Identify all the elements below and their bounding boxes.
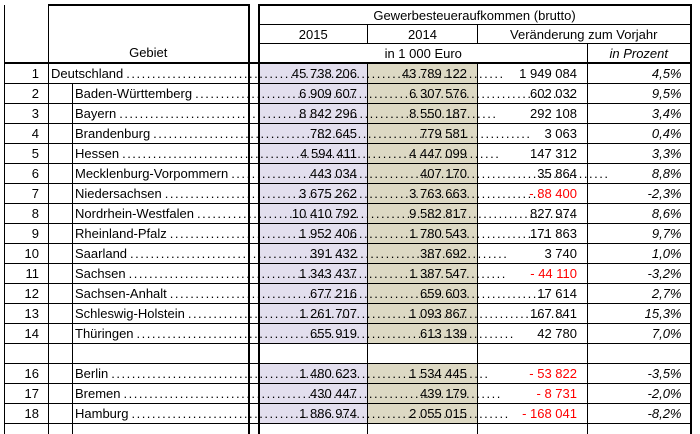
value-percent: 4,5%	[588, 63, 691, 84]
value-percent: 7,0%	[588, 324, 691, 344]
stub-row	[5, 424, 691, 434]
region-name: Bremen	[75, 386, 121, 401]
indent-cell	[49, 164, 73, 184]
value-2014: 2 055 015	[368, 404, 478, 424]
value-percent: 9,7%	[588, 224, 691, 244]
value-change: 147 312	[478, 144, 588, 164]
value-change: 602 032	[478, 84, 588, 104]
region-name: Hessen	[75, 146, 119, 161]
row-number: 8	[5, 204, 49, 224]
table-row	[5, 104, 691, 124]
value-2014: 4 447 099	[368, 144, 478, 164]
region-name-cell	[73, 124, 249, 144]
indent-cell	[49, 124, 73, 144]
value-change: - 88 400	[478, 184, 588, 204]
indent-cell	[49, 224, 73, 244]
value-2015: 782 645	[259, 124, 368, 144]
value-percent: 3,4%	[588, 104, 691, 124]
percent-label: in Prozent	[588, 44, 691, 64]
row-number: 3	[5, 104, 49, 124]
value-2014: 439 179	[368, 384, 478, 404]
region-name: Bayern	[75, 106, 116, 121]
region-name-cell	[73, 204, 249, 224]
empty-2014	[368, 344, 478, 364]
indent-cell	[49, 324, 73, 344]
region-name-cell	[73, 164, 249, 184]
indent-cell	[49, 184, 73, 204]
value-2015: 443 034	[259, 164, 368, 184]
value-2015: 391 432	[259, 244, 368, 264]
region-name-cell	[73, 364, 249, 384]
empty-change	[478, 344, 588, 364]
empty-spacer	[249, 344, 259, 364]
empty-row-number	[5, 344, 49, 364]
empty-region	[73, 424, 249, 434]
unit-label: in 1 000 Euro	[259, 44, 588, 64]
region-name: Niedersachsen	[75, 186, 162, 201]
value-2014: 613 139	[368, 324, 478, 344]
table-row	[5, 244, 691, 264]
value-2015: 1 343 437	[259, 264, 368, 284]
table-row	[5, 144, 691, 164]
value-change: 17 614	[478, 284, 588, 304]
value-2015: 4 594 411	[259, 144, 368, 164]
indent-cell	[49, 404, 73, 424]
value-2015: 6 909 607	[259, 84, 368, 104]
row-number-column-header	[5, 5, 49, 63]
empty-2014	[368, 424, 478, 434]
region-name: Mecklenburg-Vorpommern	[75, 166, 228, 181]
value-2015: 8 842 296	[259, 104, 368, 124]
value-percent: 1,0%	[588, 244, 691, 264]
indent-cell	[49, 244, 73, 264]
gewerbesteuer-table	[4, 4, 692, 434]
dotted-leader	[197, 206, 575, 221]
table-row	[5, 384, 691, 404]
empty-2015	[259, 344, 368, 364]
value-2015: 655 919	[259, 324, 368, 344]
table-header	[5, 5, 691, 63]
region-name-cell	[73, 244, 249, 264]
dotted-leader	[195, 86, 573, 101]
value-2014: 6 307 576	[368, 84, 478, 104]
table-title: Gewerbesteueraufkommen (brutto)	[259, 5, 691, 25]
dotted-leader	[188, 306, 566, 321]
row-number: 2	[5, 84, 49, 104]
header-row-1	[5, 5, 691, 25]
value-change: 35 864	[478, 164, 588, 184]
table-row	[5, 204, 691, 224]
change-header: Veränderung zum Vorjahr	[478, 25, 691, 44]
region-name: Deutschland	[51, 66, 123, 81]
indent-cell	[49, 144, 73, 164]
region-name: Sachsen-Anhalt	[75, 286, 167, 301]
value-2014: 1 387 547	[368, 264, 478, 284]
empty-2015	[259, 424, 368, 434]
value-percent: -2,3%	[588, 184, 691, 204]
table-row	[5, 284, 691, 304]
value-2014: 1 780 543	[368, 224, 478, 244]
value-2015: 1 886 974	[259, 404, 368, 424]
table-row	[5, 164, 691, 184]
region-name: Schleswig-Holstein	[75, 306, 185, 321]
value-percent: -8,2%	[588, 404, 691, 424]
region-name: Berlin	[75, 366, 108, 381]
row-number: 11	[5, 264, 49, 284]
value-change: - 53 822	[478, 364, 588, 384]
value-change: 3 063	[478, 124, 588, 144]
region-name-cell	[73, 384, 249, 404]
value-percent: 8,8%	[588, 164, 691, 184]
indent-cell	[49, 104, 73, 124]
row-number: 1	[5, 63, 49, 84]
value-2015: 10 410 792	[259, 204, 368, 224]
value-2015: 45 738 206	[259, 63, 368, 84]
value-2014: 779 581	[368, 124, 478, 144]
value-percent: -2,0%	[588, 384, 691, 404]
value-2015: 1 952 406	[259, 224, 368, 244]
region-name-cell	[73, 284, 249, 304]
region-name-cell	[73, 324, 249, 344]
indent-cell	[49, 284, 73, 304]
value-2014: 387 692	[368, 244, 478, 264]
table-row	[5, 304, 691, 324]
value-change: 827 974	[478, 204, 588, 224]
indent-cell	[49, 84, 73, 104]
region-name-cell	[73, 144, 249, 164]
indent-cell	[49, 364, 73, 384]
row-number: 18	[5, 404, 49, 424]
table-row	[5, 364, 691, 384]
region-name-cell	[73, 224, 249, 244]
region-name: Rheinland-Pfalz	[75, 226, 167, 241]
indent-cell	[49, 304, 73, 324]
table-row	[5, 84, 691, 104]
dotted-leader	[170, 286, 548, 301]
table-row	[5, 404, 691, 424]
row-number: 14	[5, 324, 49, 344]
region-name: Nordrhein-Westfalen	[75, 206, 194, 221]
region-name-cell	[73, 84, 249, 104]
row-number: 4	[5, 124, 49, 144]
value-change: - 168 041	[478, 404, 588, 424]
row-number: 6	[5, 164, 49, 184]
value-2014: 9 582 817	[368, 204, 478, 224]
value-change: - 8 731	[478, 384, 588, 404]
empty-indent	[49, 424, 73, 434]
value-2014: 1 093 867	[368, 304, 478, 324]
table-row	[5, 184, 691, 204]
value-2014: 407 170	[368, 164, 478, 184]
value-percent: -3,2%	[588, 264, 691, 284]
year-2014-header: 2014	[368, 25, 478, 44]
value-change: 1 949 084	[478, 63, 588, 84]
gap-row	[5, 344, 691, 364]
row-number: 16	[5, 364, 49, 384]
spacer-column-header	[249, 5, 259, 63]
row-number: 12	[5, 284, 49, 304]
region-name-cell	[73, 304, 249, 324]
region-name: Brandenburg	[75, 126, 150, 141]
indent-cell	[49, 204, 73, 224]
indent-cell	[49, 264, 73, 284]
region-name-cell	[73, 264, 249, 284]
row-number: 5	[5, 144, 49, 164]
empty-percent	[588, 344, 691, 364]
region-name: Thüringen	[75, 326, 134, 341]
empty-indent	[49, 344, 73, 364]
year-2015-header: 2015	[259, 25, 368, 44]
value-2015: 677 216	[259, 284, 368, 304]
value-percent: 15,3%	[588, 304, 691, 324]
empty-percent	[588, 424, 691, 434]
empty-spacer	[249, 424, 259, 434]
empty-row-number	[5, 424, 49, 434]
region-name-cell	[73, 404, 249, 424]
value-2015: 3 675 262	[259, 184, 368, 204]
value-2015: 1 480 623	[259, 364, 368, 384]
region-name-cell	[49, 63, 249, 84]
value-percent: 3,3%	[588, 144, 691, 164]
table-body	[5, 63, 691, 434]
row-number: 9	[5, 224, 49, 244]
value-percent: 8,6%	[588, 204, 691, 224]
value-change: 42 780	[478, 324, 588, 344]
value-percent: 9,5%	[588, 84, 691, 104]
region-name: Baden-Württemberg	[75, 86, 192, 101]
value-change: - 44 110	[478, 264, 588, 284]
row-number: 17	[5, 384, 49, 404]
table-row	[5, 264, 691, 284]
value-percent: 2,7%	[588, 284, 691, 304]
region-name-cell	[73, 104, 249, 124]
region-name: Saarland	[75, 246, 127, 261]
region-name: Sachsen	[75, 266, 126, 281]
indent-cell	[49, 384, 73, 404]
value-2015: 1 261 707	[259, 304, 368, 324]
region-name-cell	[73, 184, 249, 204]
value-change: 167 841	[478, 304, 588, 324]
value-2015: 430 447	[259, 384, 368, 404]
row-number: 13	[5, 304, 49, 324]
table-row	[5, 63, 691, 84]
value-change: 171 863	[478, 224, 588, 244]
region-column-header: Gebiet	[49, 5, 249, 63]
empty-change	[478, 424, 588, 434]
value-percent: 0,4%	[588, 124, 691, 144]
value-2014: 659 603	[368, 284, 478, 304]
table-row	[5, 124, 691, 144]
table-row	[5, 324, 691, 344]
table-row	[5, 224, 691, 244]
row-number: 7	[5, 184, 49, 204]
region-name: Hamburg	[75, 406, 128, 421]
value-2014: 8 550 187	[368, 104, 478, 124]
value-2014: 1 534 445	[368, 364, 478, 384]
value-change: 292 108	[478, 104, 588, 124]
value-change: 3 740	[478, 244, 588, 264]
row-number: 10	[5, 244, 49, 264]
empty-region	[73, 344, 249, 364]
dotted-leader	[170, 226, 548, 241]
value-2014: 3 763 663	[368, 184, 478, 204]
value-2014: 43 789 122	[368, 63, 478, 84]
value-percent: -3,5%	[588, 364, 691, 384]
